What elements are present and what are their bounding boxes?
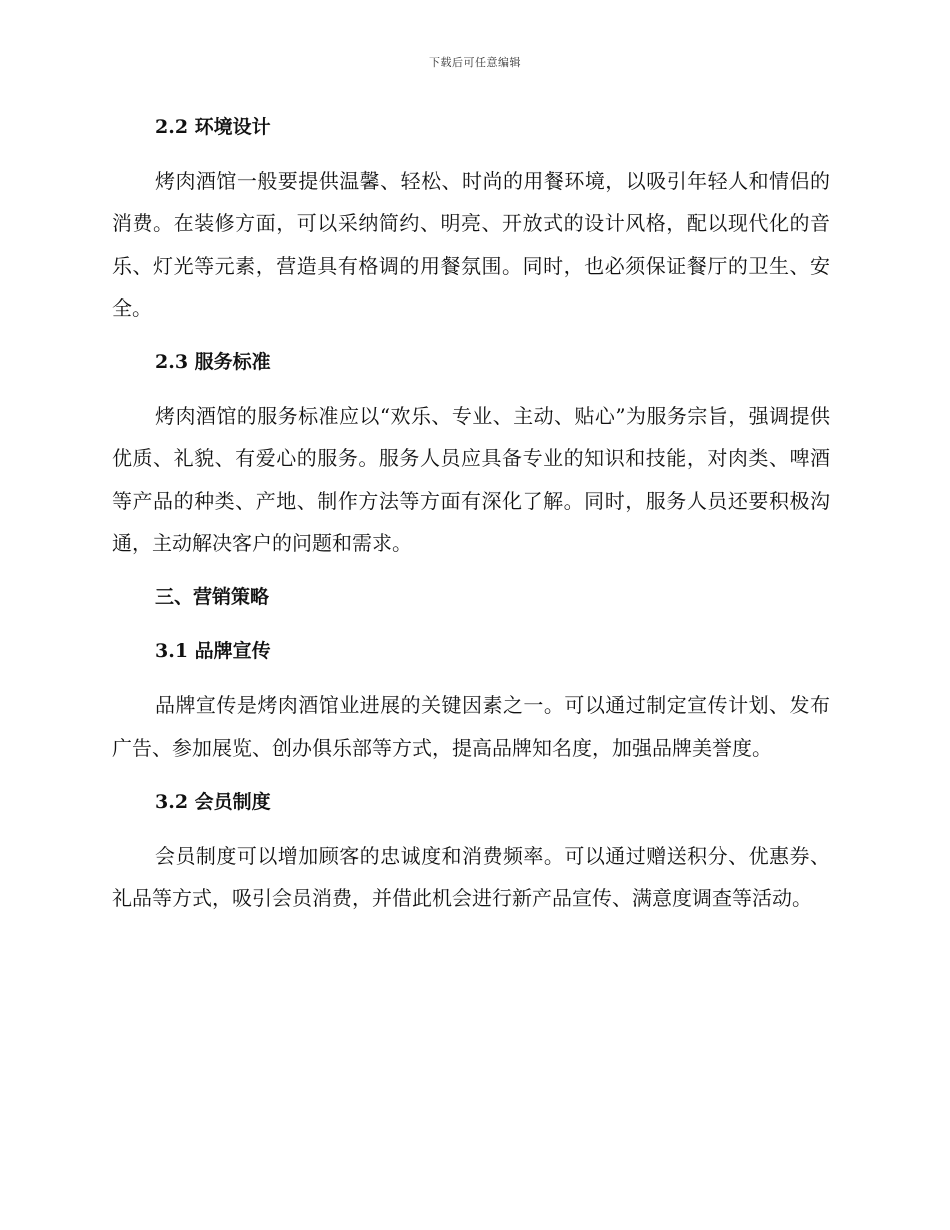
section-heading-3: 三、营销策略	[155, 586, 270, 609]
section-body-2-2: 烤肉酒馆一般要提供温馨、轻松、时尚的用餐环境，以吸引年轻人和情侣的消费。在装修方面，可以采纳简约、明亮、开放式的设计风格，配以现代化的音乐、灯光等元素，营造具有格调的用餐氛围。同时，也必须保证餐厅的卫生、安全。	[112, 169, 830, 320]
section-heading-3-1: 3.1 品牌宣传	[155, 640, 271, 663]
section-heading-3-2: 3.2 会员制度	[155, 790, 271, 813]
section-heading-2-2: 2.2 环境设计	[155, 116, 271, 138]
section-body-3-1: 品牌宣传是烤肉酒馆业进展的关键因素之一。可以通过制定宣传计划、发布广告、参加展览、创办俱乐部等方式，提高品牌知名度，加强品牌美誉度。	[112, 693, 830, 760]
section-heading-2-3: 2.3 服务标准	[155, 351, 271, 374]
document-content	[112, 106, 830, 920]
section-body-2-3: 烤肉酒馆的服务标准应以“欢乐、专业、主动、贴心”为服务宗旨，强调提供优质、礼貌、有爱心的服务。服务人员应具备专业的知识和技能，对肉类、啤酒等产品的种类、产地、制作方法等方面有深化了解。同时，服务人员还要积极沟通，主动解决客户的问题和需求。	[112, 404, 830, 556]
section-body-3-2: 会员制度可以增加顾客的忠诚度和消费频率。可以通过赠送积分、优惠券、礼品等方式，吸引会员消费，并借此机会进行新产品宣传、满意度调查等活动。	[112, 843, 830, 911]
header-note: 下载后可任意编辑	[429, 56, 521, 69]
